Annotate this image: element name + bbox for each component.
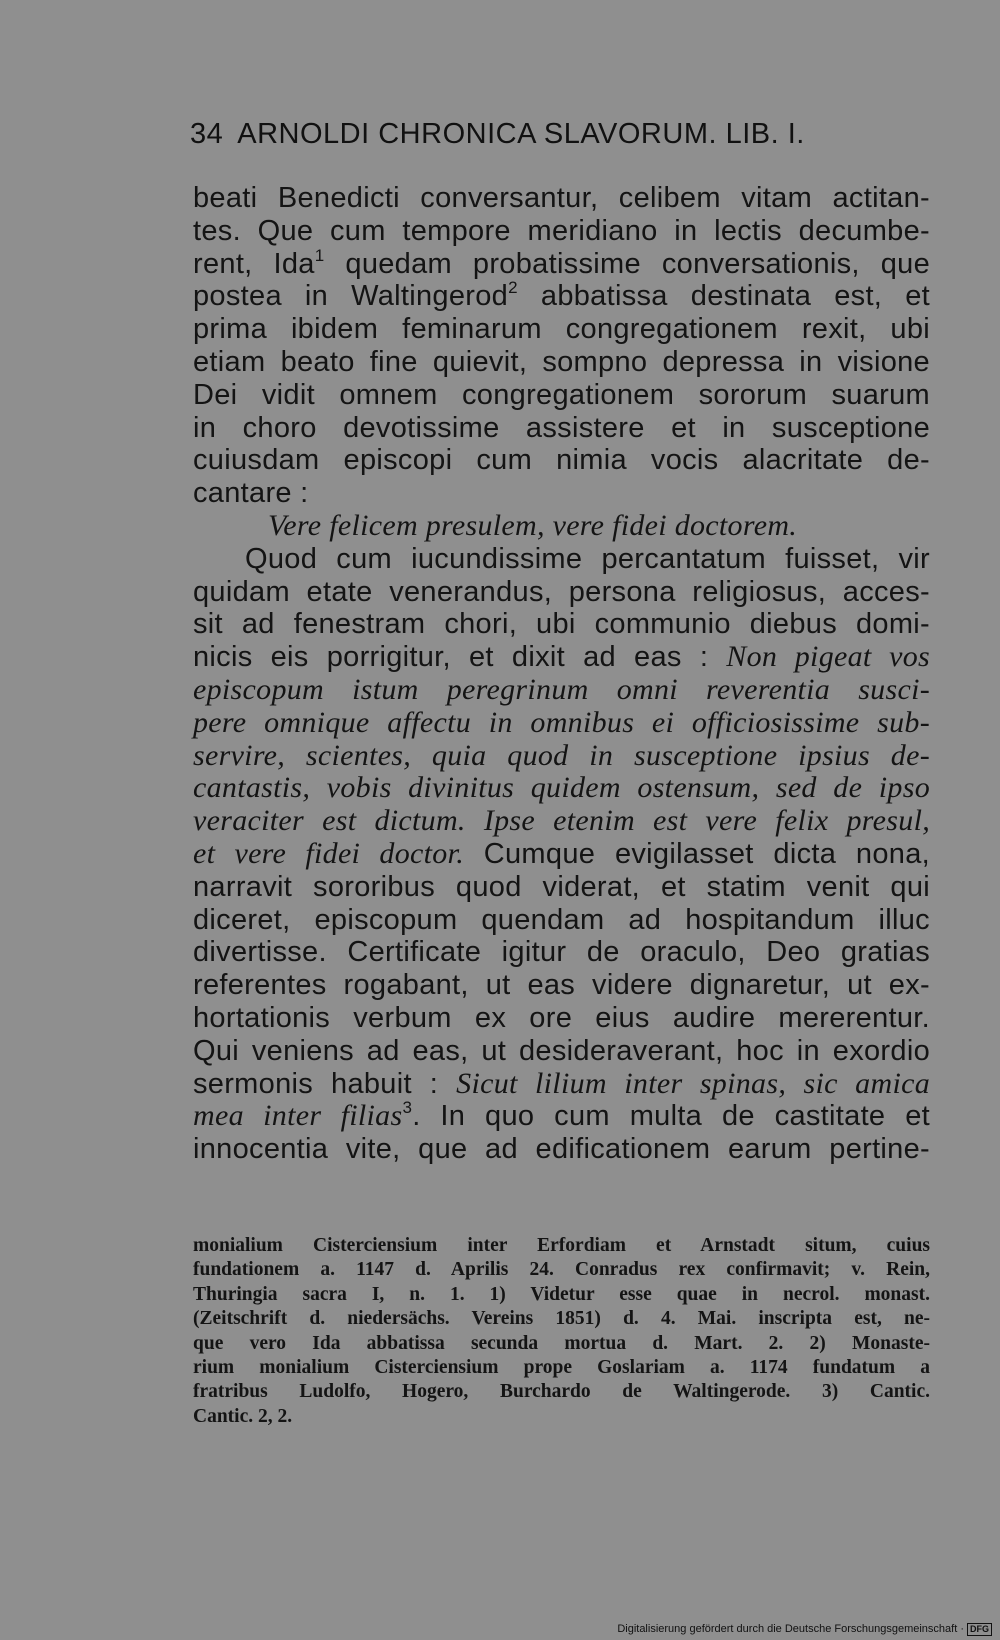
text-line: diceret, episcopum quendam ad hospitandum illuc [193, 903, 930, 936]
page-number: 34 [190, 118, 224, 150]
dfg-logo: DFG [967, 1623, 992, 1636]
text-line: sit ad fenestram chori, ubi communio diebus domi- [193, 608, 930, 641]
italic-line: pere omnique affectu in omnibus ei officiosissime sub- [193, 705, 930, 739]
text-line: in choro devotissime assistere et in susceptione [193, 411, 930, 444]
text-line: divertisse. Certificate igitur de oraculo, Deo gratias [193, 936, 930, 969]
italic-quote: mea inter filias [193, 1099, 403, 1133]
main-text [193, 182, 930, 1166]
text-line: narravit sororibus quod viderat, et statim venit qui [193, 870, 930, 903]
italic-quote: Non pigeat vos [726, 640, 930, 674]
footnote-line: fundationem a. 1147 d. Aprilis 24. Conradus rex confirmavit; v. Rein, [193, 1259, 930, 1281]
text-line: etiam beato fine quievit, sompno depressa in visione [193, 345, 930, 378]
text-segment: nicis eis porrigitur, et dixit ad eas : [193, 641, 727, 674]
running-title: ARNOLDI CHRONICA SLAVORUM. LIB. I. [237, 118, 805, 150]
italic-line: veraciter est dictum. Ipse etenim est vere felix presul, [193, 804, 930, 838]
footnote-line: monialium Cisterciensium inter Erfordiam et Arnstadt situm, cuius [193, 1235, 930, 1256]
text-segment: . In quo cum multa de castitate et [412, 1100, 930, 1133]
footnote-marker: 1 [314, 245, 325, 265]
text-segment: postea in Waltingerod [193, 280, 509, 313]
text-line [193, 641, 930, 674]
text-line: cantare : [193, 477, 309, 510]
italic-line: cantastis, vobis divinitus quidem ostensum, sed de ipso [193, 771, 930, 805]
footnote-line: fratribus Ludolfo, Hogero, Burchardo de Waltingerode. 3) Cantic. [193, 1381, 930, 1403]
footnote-line: Thuringia sacra I, n. 1. 1) Videtur esse quae in necrol. monast. [193, 1283, 930, 1305]
text-line [193, 280, 930, 313]
footnote-marker: 3 [402, 1098, 413, 1118]
text-line: referentes rogabant, ut eas videre dignaretur, ut ex- [193, 969, 930, 1002]
footnote-line: que vero Ida abbatissa secunda mortua d. Mart. 2. 2) Monaste- [193, 1332, 930, 1354]
text-segment: rent, Ida [193, 247, 315, 280]
text-line: quidam etate venerandus, persona religiosus, acces- [193, 575, 930, 608]
text-line: Qui veniens ad eas, ut desideraverant, hoc in exordio [193, 1034, 930, 1067]
text-line: Quod cum iucundissime percantatum fuisset, vir [245, 542, 930, 575]
italic-line: episcopum istum peregrinum omni reverentia susci- [193, 672, 930, 706]
text-segment: quedam probatissime conversationis, que [324, 247, 930, 280]
italic-quote: Sicut lilium inter spinas, sic amica [456, 1066, 930, 1100]
text-line [193, 838, 930, 871]
text-line: Dei vidit omnem congregationem sororum suarum [193, 378, 930, 411]
text-segment: sermonis habuit : [193, 1067, 457, 1100]
text-line: innocentia vite, que ad edificationem earum pertine- [193, 1133, 930, 1166]
footnote-line: rium monialium Cisterciensium prope Goslariam a. 1174 fundatum a [193, 1356, 930, 1378]
text-line: tes. Que cum tempore meridiano in lectis decumbe- [193, 214, 930, 247]
text-line [193, 1100, 930, 1133]
footnotes [193, 1234, 930, 1429]
text-segment: abbatissa destinata est, et [517, 280, 930, 313]
italic-line: servire, scientes, quia quod in susceptione ipsius de- [193, 738, 930, 772]
footnote-line: (Zeitschrift d. niedersächs. Vereins 1851) d. 4. Mai. inscripta est, ne- [193, 1308, 930, 1330]
text-line: cuiusdam episcopi cum nimia vocis alacritate de- [193, 444, 930, 477]
text-line: prima ibidem feminarum congregationem rexit, ubi [193, 313, 930, 346]
text-line [193, 1068, 930, 1101]
digitization-credit [617, 1623, 992, 1636]
verse-line: Vere felicem presulem, vere fidei doctorem. [268, 508, 798, 542]
text-line: hortationis verbum ex ore eius audire mererentur. [193, 1001, 930, 1034]
text-line [193, 245, 930, 281]
running-head [190, 118, 930, 151]
credit-text: Digitalisierung gefördert durch die Deutsche Forschungsgemeinschaft · [617, 1623, 964, 1635]
italic-quote: et vere fidei doctor. [193, 836, 464, 870]
text-segment: Cumque evigilasset dicta nona, [464, 837, 930, 870]
text-line: beati Benedicti conversantur, celibem vitam actitan- [193, 182, 930, 214]
footnote-marker: 2 [508, 278, 518, 298]
footnote-line: Cantic. 2, 2. [193, 1405, 293, 1427]
